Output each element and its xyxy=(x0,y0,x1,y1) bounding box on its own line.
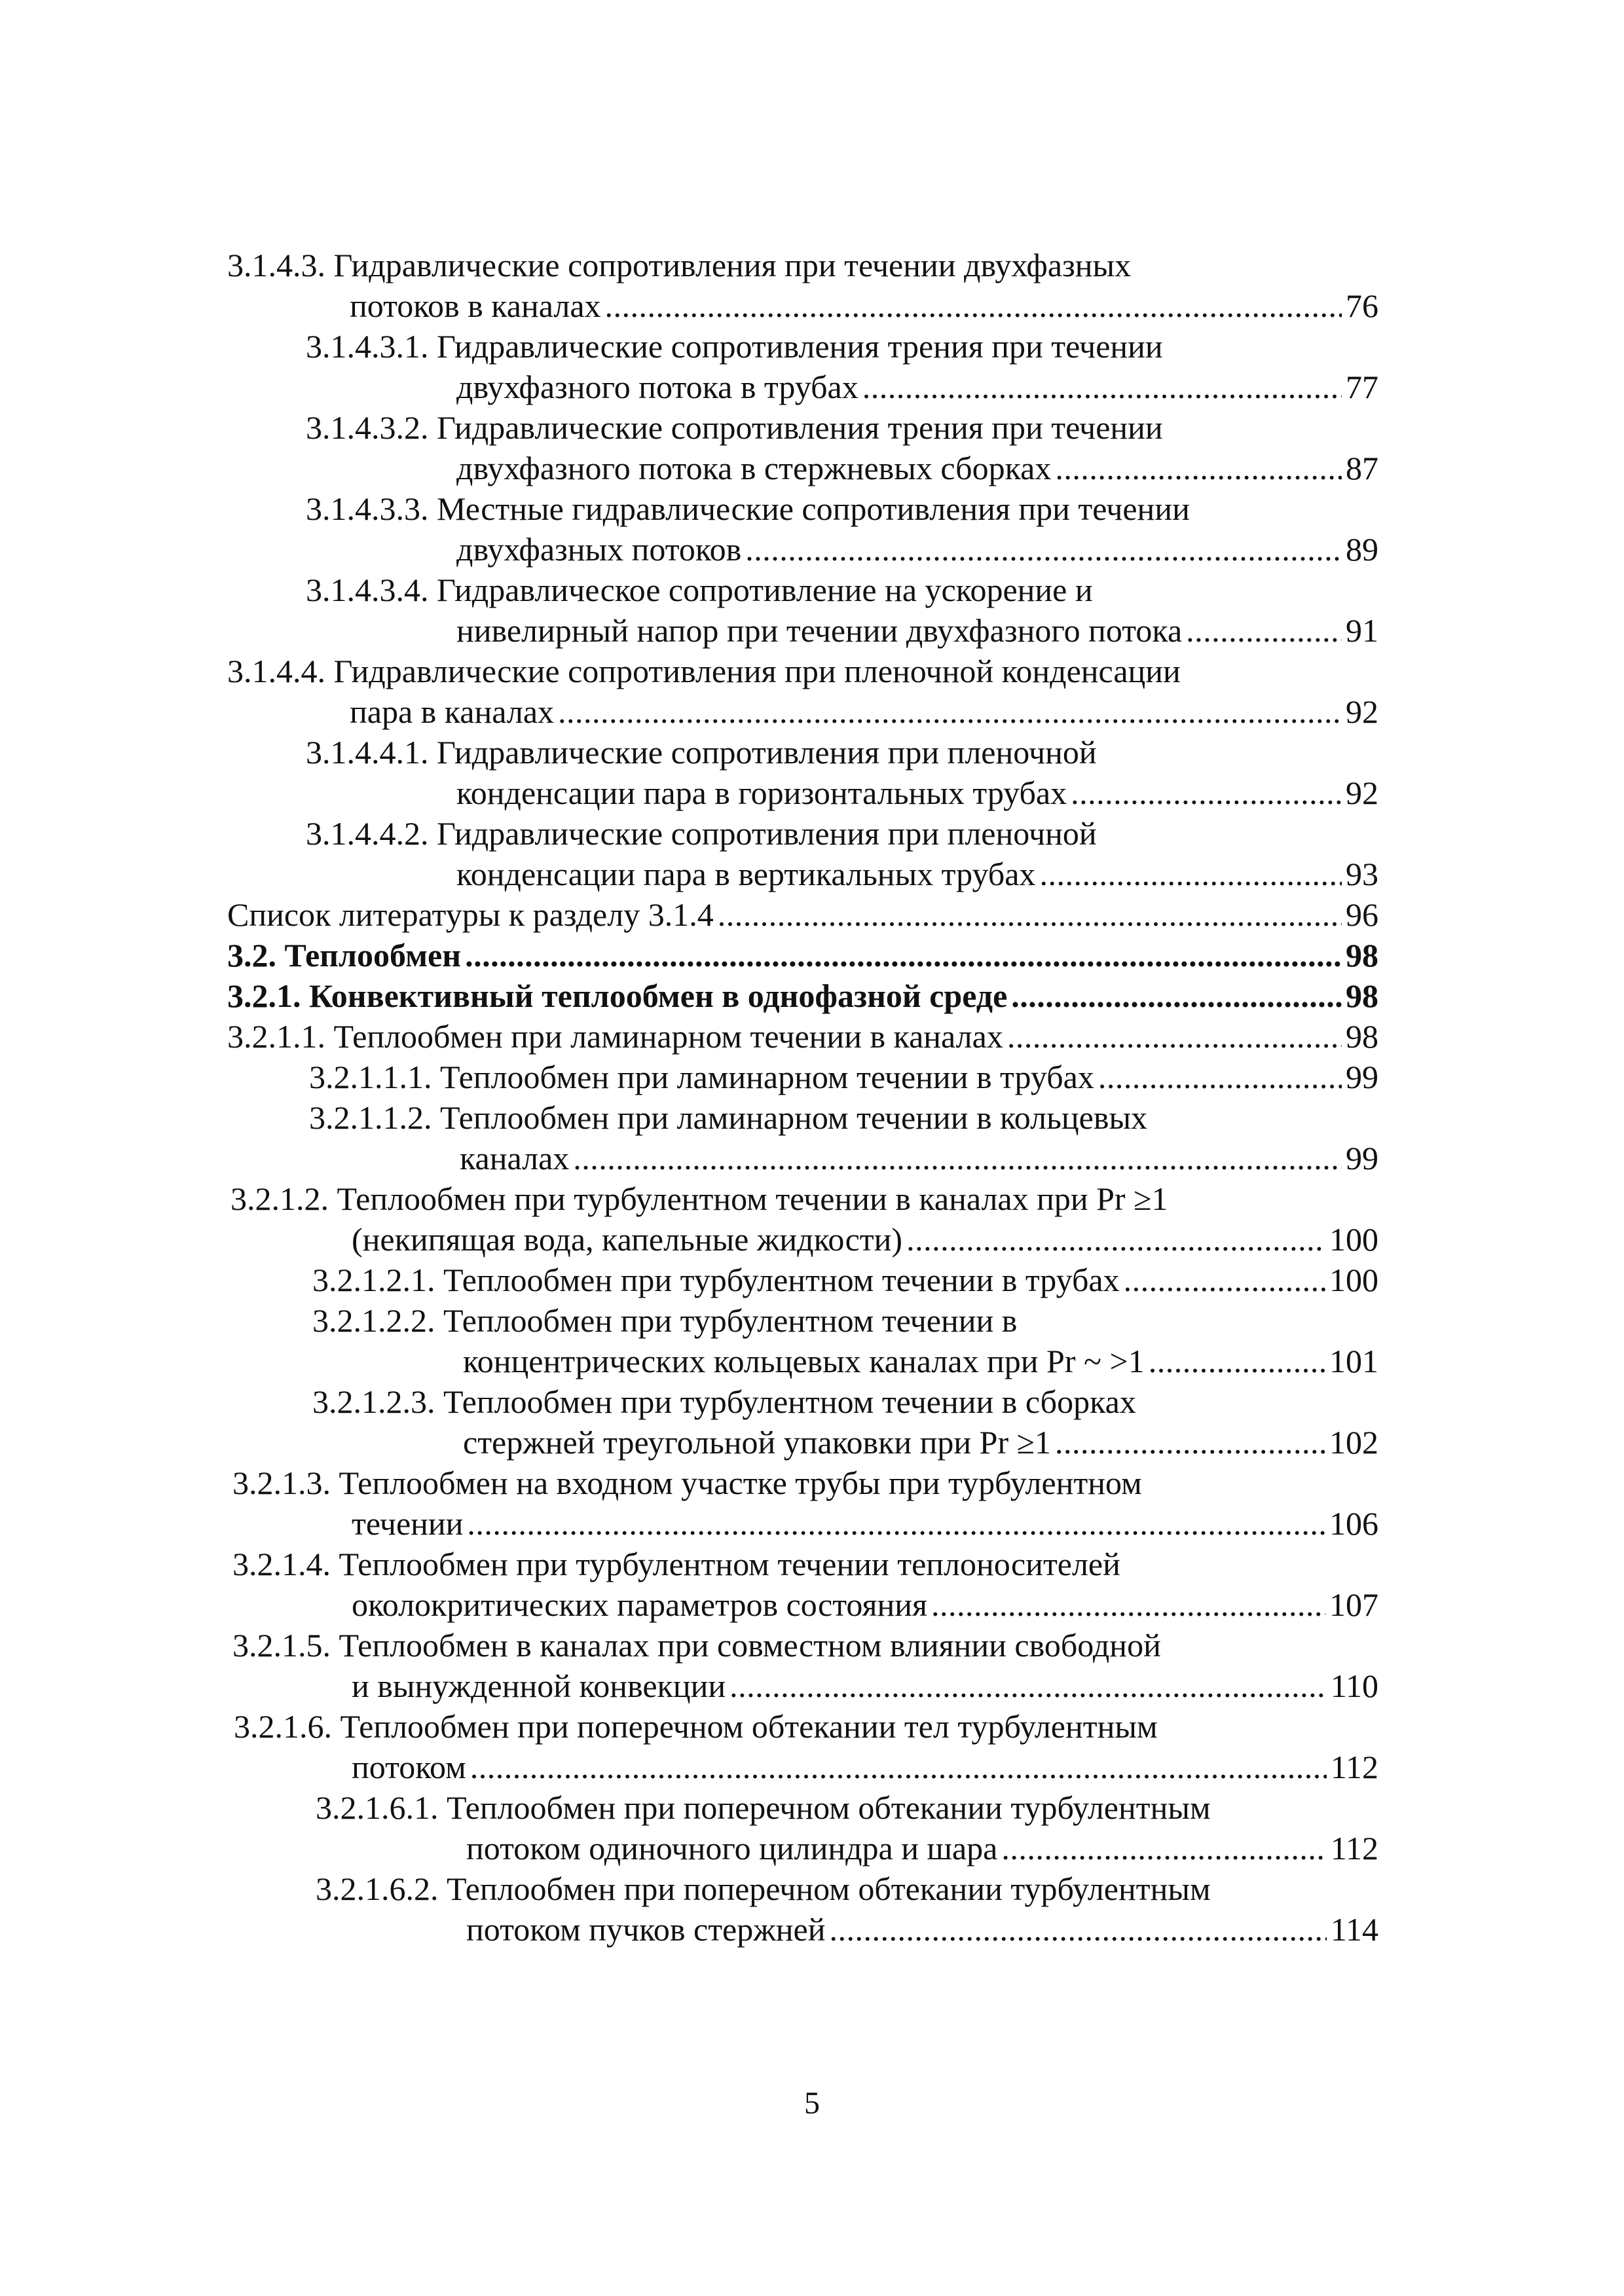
toc-entry-title-end: потоком xyxy=(352,1749,466,1785)
toc-entry xyxy=(227,1178,1378,1260)
toc-page-number: 89 xyxy=(1346,531,1378,568)
toc-entry xyxy=(227,732,1378,813)
toc-entry-title-end: пара в каналах xyxy=(350,693,555,730)
dot-leader xyxy=(465,935,1342,975)
toc-entry xyxy=(227,1260,1378,1300)
toc-entry-title: 3.2.1.3. Теплообмен на входном участке трубы при турбулентном xyxy=(232,1465,1142,1501)
toc-page-number: 112 xyxy=(1330,1830,1378,1867)
toc-page-number: 98 xyxy=(1346,977,1378,1014)
toc-entry xyxy=(227,1706,1378,1787)
toc-entry-title: 3.1.4.3.3. Местные гидравлические сопротивления при течении xyxy=(306,490,1190,527)
toc-entry xyxy=(227,1300,1378,1381)
toc-page-number: 114 xyxy=(1330,1911,1378,1948)
dot-leader xyxy=(745,529,1342,570)
page-number: 5 xyxy=(804,2086,820,2121)
toc-entry-title: 3.2.1.2. Теплообмен при турбулентном течении в каналах при Pr ≥1 xyxy=(231,1180,1168,1217)
toc-entry-title: 3.1.4.4. Гидравлические сопротивления при пленочной конденсации xyxy=(227,653,1181,689)
toc-entry-title-end: потоком пучков стержней xyxy=(466,1911,826,1948)
toc-entry-title: 3.2.1.1.2. Теплообмен при ламинарном течении в кольцевых xyxy=(309,1099,1148,1136)
toc-entry xyxy=(227,488,1378,570)
toc-page-number: 76 xyxy=(1346,287,1378,324)
toc-page-number: 98 xyxy=(1346,937,1378,974)
toc-entry xyxy=(227,1463,1378,1544)
toc-page-number: 77 xyxy=(1346,369,1378,405)
toc-page-number: 107 xyxy=(1329,1586,1378,1623)
dot-leader xyxy=(558,691,1342,732)
toc-page-number: 92 xyxy=(1346,774,1378,811)
toc-entry xyxy=(227,1097,1378,1178)
toc-page-number: 99 xyxy=(1346,1059,1378,1095)
toc-entry-title: 3.1.4.3.1. Гидравлические сопротивления трения при течении xyxy=(306,328,1163,365)
toc-entry-title: 3.1.4.3.4. Гидравлическое сопротивление на ускорение и xyxy=(306,572,1093,608)
toc-entry-title-end: потоком одиночного цилиндра и шара xyxy=(466,1830,998,1867)
toc-entry-title-end: двухфазного потока в трубах xyxy=(456,369,858,405)
toc-page-number: 110 xyxy=(1330,1667,1378,1704)
toc-page-number: 96 xyxy=(1346,896,1378,933)
toc-page-number: 99 xyxy=(1346,1140,1378,1176)
toc-entry xyxy=(227,813,1378,894)
toc-entry-title-end: течении xyxy=(352,1505,464,1542)
toc-entry-title: 3.2.1.2.2. Теплообмен при турбулентном течении в xyxy=(312,1302,1018,1339)
toc-entry-title: 3.2.1.6.2. Теплообмен при поперечном обтекании турбулентным xyxy=(316,1870,1211,1907)
toc-page-number: 100 xyxy=(1329,1221,1378,1258)
toc-page-number: 87 xyxy=(1346,450,1378,486)
dot-leader xyxy=(1055,1422,1325,1463)
toc-entry xyxy=(227,651,1378,732)
toc-entry-title: 3.1.4.4.1. Гидравлические сопротивления при пленочной xyxy=(306,734,1097,771)
toc-entry xyxy=(227,1381,1378,1463)
toc-entry-title-end: 3.2.1.1.1. Теплообмен при ламинарном течении в трубах xyxy=(309,1059,1094,1095)
dot-leader xyxy=(1124,1260,1325,1300)
toc-entry-title-end: 3.2. Теплообмен xyxy=(227,937,462,974)
toc-entry xyxy=(227,1868,1378,1950)
dot-leader xyxy=(1098,1057,1342,1097)
dot-leader xyxy=(1007,1016,1342,1057)
toc-entry-title-end: Список литературы к разделу 3.1.4 xyxy=(227,896,714,933)
toc-entry-title-end: и вынужденной конвекции xyxy=(352,1667,726,1704)
toc-page-number: 93 xyxy=(1346,856,1378,892)
toc-entry xyxy=(227,1544,1378,1625)
toc-entry-title: 3.2.1.4. Теплообмен при турбулентном течении теплоносителей xyxy=(232,1546,1120,1582)
toc-entry-title-end: 3.2.1.1. Теплообмен при ламинарном течении в каналах xyxy=(227,1018,1003,1055)
dot-leader xyxy=(470,1747,1327,1787)
dot-leader xyxy=(605,285,1342,326)
toc-entry-title-end: потоков в каналах xyxy=(350,287,601,324)
dot-leader xyxy=(1011,975,1342,1016)
toc-page-number: 92 xyxy=(1346,693,1378,730)
toc-entry-title: 3.1.4.4.2. Гидравлические сопротивления при пленочной xyxy=(306,815,1097,852)
toc-entry-title-end: двухфазного потока в стержневых сборках xyxy=(456,450,1052,486)
toc-page-number: 100 xyxy=(1329,1262,1378,1298)
dot-leader xyxy=(467,1503,1325,1544)
toc-entry xyxy=(227,570,1378,651)
toc-entry-title-end: конденсации пара в горизонтальных трубах xyxy=(456,774,1067,811)
toc-entry-title: 3.2.1.5. Теплообмен в каналах при совместном влиянии свободной xyxy=(232,1627,1161,1664)
dot-leader xyxy=(1001,1828,1326,1868)
dot-leader xyxy=(931,1584,1325,1625)
toc-page-number: 101 xyxy=(1329,1343,1378,1379)
toc-entry xyxy=(227,935,1378,975)
toc-entry-title-end: 3.2.1. Конвективный теплообмен в однофазной среде xyxy=(227,977,1008,1014)
dot-leader xyxy=(862,367,1342,407)
toc-entry-title: 3.2.1.6.1. Теплообмен при поперечном обтекании турбулентным xyxy=(316,1789,1211,1826)
toc-page-number: 98 xyxy=(1346,1018,1378,1055)
toc-page-number: 91 xyxy=(1346,612,1378,649)
toc-entry-title-end: концентрических кольцевых каналах при Pr ~ >1 xyxy=(463,1343,1145,1379)
dot-leader xyxy=(906,1219,1325,1260)
toc-page-number: 106 xyxy=(1329,1505,1378,1542)
toc-entry xyxy=(227,407,1378,488)
toc-entry-title-end: двухфазных потоков xyxy=(456,531,742,568)
toc-entry-title-end: стержней треугольной упаковки при Pr ≥1 xyxy=(463,1424,1052,1461)
dot-leader xyxy=(573,1138,1342,1178)
toc-entry-title-end: околокритических параметров состояния xyxy=(352,1586,927,1623)
toc-entry-title: 3.2.1.6. Теплообмен при поперечном обтекании тел турбулентным xyxy=(234,1708,1158,1745)
toc-entry-title-end: каналах xyxy=(460,1140,570,1176)
toc-page-number: 112 xyxy=(1330,1749,1378,1785)
toc-entry-title: 3.1.4.3. Гидравлические сопротивления при течении двухфазных xyxy=(227,247,1132,283)
toc-entry xyxy=(227,1016,1378,1057)
dot-leader xyxy=(718,894,1342,935)
toc-entry xyxy=(227,245,1378,326)
dot-leader xyxy=(830,1909,1327,1950)
toc-entry xyxy=(227,1787,1378,1868)
toc-entry-title-end: нивелирный напор при течении двухфазного потока xyxy=(456,612,1183,649)
toc-entry-title-end: (некипящая вода, капельные жидкости) xyxy=(352,1221,903,1258)
toc-entry xyxy=(227,1057,1378,1097)
toc-entry-title: 3.2.1.2.3. Теплообмен при турбулентном течении в сборках xyxy=(312,1383,1136,1420)
dot-leader xyxy=(1055,448,1342,488)
toc-page-number: 102 xyxy=(1329,1424,1378,1461)
dot-leader xyxy=(729,1666,1327,1706)
toc-entry-title-end: конденсации пара в вертикальных трубах xyxy=(456,856,1036,892)
toc-entry xyxy=(227,975,1378,1016)
toc-entry-title-end: 3.2.1.2.1. Теплообмен при турбулентном течении в трубах xyxy=(312,1262,1120,1298)
toc-entry xyxy=(227,894,1378,935)
toc-entry-title: 3.1.4.3.2. Гидравлические сопротивления трения при течении xyxy=(306,409,1163,446)
toc-entry xyxy=(227,326,1378,407)
toc-entry xyxy=(227,1625,1378,1706)
dot-leader xyxy=(1039,854,1342,894)
dot-leader xyxy=(1149,1341,1325,1381)
dot-leader xyxy=(1186,610,1342,651)
table-of-contents xyxy=(227,245,1378,1950)
dot-leader xyxy=(1071,773,1342,813)
